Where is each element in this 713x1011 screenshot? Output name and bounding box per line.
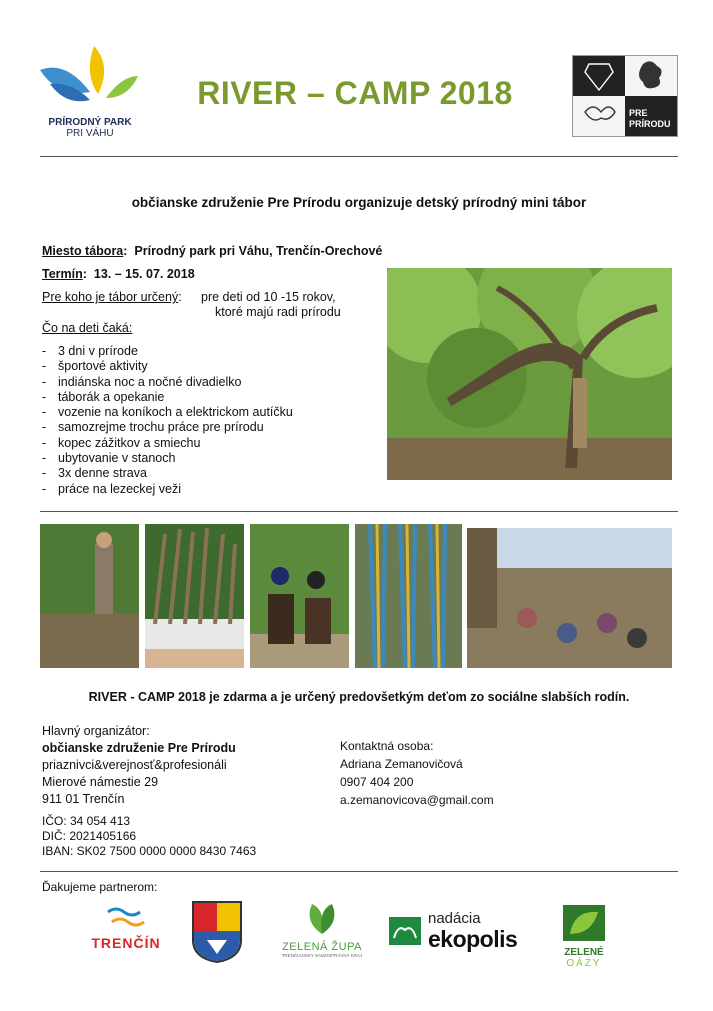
- contact-phone: 0907 404 200: [340, 775, 414, 789]
- oazy-line1: ZELENÉ: [564, 947, 604, 958]
- term-label: Termín: [42, 267, 83, 281]
- zupa-leaf-icon: [302, 900, 342, 936]
- list-item: - samozrejme trochu práce pre prírodu: [42, 420, 293, 435]
- region-coat-of-arms: [191, 900, 243, 964]
- zelene-oazy-logo: [558, 904, 610, 970]
- list-item: - vozenie na koníkoch a elektrickom autíčku: [42, 405, 293, 420]
- pre-prirodu-line2: PRÍRODU: [629, 119, 671, 129]
- list-item: - kopec zážitkov a smiechu: [42, 436, 293, 451]
- photo-ribbons: [355, 524, 462, 668]
- organizer-line3: 911 01 Trenčín: [42, 792, 125, 806]
- list-item: - 3x denne strava: [42, 466, 293, 481]
- intro-text: občianske združenie Pre Prírodu organizuje detský prírodný mini tábor: [131, 195, 587, 210]
- list-item: - 3 dni v prírode: [42, 344, 293, 359]
- pre-prirodu-logo: [572, 55, 678, 137]
- dic: DIČ: 2021405166: [42, 829, 137, 843]
- location-label: Miesto tábora: [42, 244, 124, 258]
- ekopolis-text: ekopolis: [428, 926, 518, 952]
- list-item: - športové aktivity: [42, 359, 293, 374]
- iban: IBAN: SK02 7500 0000 0000 8430 7463: [42, 844, 257, 858]
- list-item: - táborák a opekanie: [42, 390, 293, 405]
- list-item: - indiánska noc a nočné divadielko: [42, 375, 293, 390]
- zelena-zupa-logo: [276, 900, 368, 962]
- ico: IČO: 34 054 413: [42, 814, 131, 828]
- ids-block: [42, 814, 256, 859]
- trencin-logo: [88, 906, 164, 962]
- activities-list: [42, 344, 293, 497]
- header-divider: [40, 156, 678, 157]
- ekopolis-frame-icon: [388, 916, 422, 946]
- for-value-1: pre deti od 10 -15 rokov,: [201, 290, 336, 304]
- pre-prirodu-line1: PRE: [629, 108, 648, 118]
- ekopolis-logo: [388, 910, 543, 956]
- footer-divider: [40, 871, 678, 872]
- oazy-leaf-icon: [562, 904, 606, 942]
- contact-email[interactable]: a.zemanovicova@gmail.com: [340, 793, 494, 807]
- activities-label: Čo na deti čaká:: [42, 321, 133, 335]
- for-label: Pre koho je tábor určený: [42, 290, 179, 304]
- location-row: Miesto tábora: Prírodný park pri Váhu, Trenčín-Orechové: [42, 244, 383, 258]
- park-leaves-icon: [36, 42, 144, 112]
- photo-campfire-group: [467, 528, 672, 668]
- location-value: Prírodný park pri Váhu, Trenčín-Orechové: [134, 244, 383, 258]
- trencin-waves-icon: [106, 906, 146, 930]
- park-logo-line2: PRI VÁHU: [66, 128, 114, 139]
- term-row: Termín: 13. – 15. 07. 2018: [42, 267, 195, 281]
- organizer-name: občianske združenie Pre Prírodu: [42, 741, 236, 755]
- partners-label: Ďakujeme partnerom:: [42, 880, 158, 894]
- contact-block: [340, 737, 494, 809]
- list-item: - ubytovanie v stanoch: [42, 451, 293, 466]
- organizer-line2: Mierové námestie 29: [42, 775, 159, 789]
- park-logo: [36, 42, 144, 142]
- page-title: RIVER – CAMP 2018: [197, 75, 513, 111]
- list-item: - práce na lezeckej veži: [42, 482, 293, 497]
- term-value: 13. – 15. 07. 2018: [93, 267, 195, 281]
- for-value-2: ktoré majú radi prírodu: [215, 305, 341, 319]
- zupa-subtext: TRENČIANSKY SAMOSPRÁVNY KRAJ: [281, 953, 363, 958]
- tree-photo: [387, 268, 672, 480]
- photo-stairs: [40, 524, 139, 668]
- contact-name: Adriana Zemanovičová: [340, 757, 463, 771]
- nadacia-text: nadácia: [428, 910, 481, 927]
- section-divider: [40, 511, 678, 512]
- organizer-line1: priaznivci&verejnosť&profesionáli: [42, 758, 227, 772]
- photo-headdress: [145, 524, 244, 668]
- oazy-line2: OÁZY: [566, 958, 602, 969]
- zupa-text: ZELENÁ ŽUPA: [282, 941, 362, 953]
- for-row: Pre koho je tábor určený:: [42, 290, 182, 304]
- photo-horses: [250, 524, 349, 668]
- contact-label: Kontaktná osoba:: [340, 739, 434, 753]
- park-logo-line1: PRÍRODNÝ PARK: [48, 117, 132, 128]
- organizer-label: Hlavný organizátor:: [42, 724, 150, 738]
- free-note: RIVER - CAMP 2018 je zdarma a je určený predovšetkým deťom zo sociálne slabších rodín.: [88, 690, 630, 704]
- organizer-block: [42, 723, 236, 808]
- trencin-text: TRENČÍN: [91, 935, 161, 951]
- coat-of-arms-icon: [191, 900, 243, 964]
